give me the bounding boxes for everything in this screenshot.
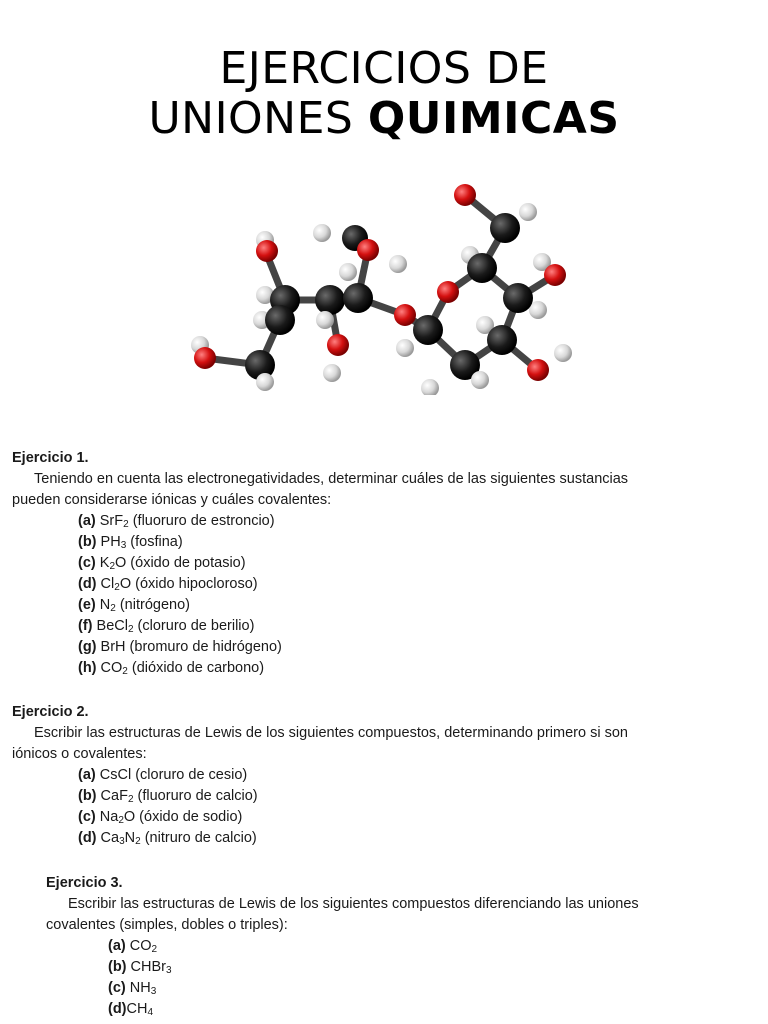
list-item: (h) $CO_2$ (dióxido de carbono) — [78, 660, 265, 677]
list-item: (c) $K_2O$ (óxido de potasio) — [78, 555, 246, 572]
list-item: (d) $Ca_3N_2$ (nitruro de calcio) — [78, 830, 257, 847]
exercise-1-intro-line1: Teniendo en cuenta las electronegatividades, determinar cuáles de las siguientes sustancias — [34, 471, 629, 487]
list-item: (c) $Na_2O$ (óxido de sodio) — [78, 809, 243, 826]
title-bold: QUIMICAS — [367, 93, 620, 144]
exercise-2-intro-line1: Escribir las estructuras de Lewis de los siguientes compuestos, determinando primero si son — [34, 725, 628, 741]
exercise-1 — [12, 448, 752, 679]
sucrose-molecule-model-icon — [180, 170, 580, 395]
exercise-2 — [12, 702, 752, 849]
exercise-1-heading: Ejercicio 1. — [12, 450, 89, 466]
page-title — [0, 44, 768, 144]
list-item: (b) $PH_3$ (fosfina) — [78, 534, 183, 551]
list-item: (e) $N_2$ (nitrógeno) — [78, 597, 190, 614]
list-item: (a) SrF$_2$ (fluoruro de estroncio) — [78, 513, 275, 530]
exercise-2-intro-line2: iónicos o covalentes: — [12, 746, 147, 762]
list-item: (c) $NH_3$ — [108, 980, 157, 997]
list-item: (g) BrH (bromuro de hidrógeno) — [78, 639, 282, 655]
exercise-3 — [46, 873, 746, 1020]
title-normal: UNIONES — [148, 93, 354, 144]
exercise-2-heading: Ejercicio 2. — [12, 704, 89, 720]
list-item: (a) CsCl (cloruro de cesio) — [78, 767, 248, 783]
title-line-1: EJERCICIOS DE — [219, 43, 549, 94]
list-item: (b) CaF$_2$ (fluoruro de calcio) — [78, 788, 258, 805]
exercise-3-intro-line1: Escribir las estructuras de Lewis de los siguientes compuestos diferenciando las uniones — [68, 896, 639, 912]
exercise-1-list — [78, 511, 752, 679]
list-item: $(d)CH_4$ — [108, 1001, 154, 1018]
exercise-3-intro-line2: covalentes (simples, dobles o triples): — [46, 917, 288, 933]
list-item: (a) $CO_2$ — [108, 938, 158, 955]
exercise-1-intro-line2: pueden considerarse iónicas y cuáles covalentes: — [12, 492, 332, 508]
list-item: (f) BeCl$_2$ (cloruro de berilio) — [78, 618, 255, 635]
exercise-3-list — [108, 936, 746, 1020]
list-item: (d) $Cl_2O$ (óxido hipocloroso) — [78, 576, 258, 593]
exercise-3-heading: Ejercicio 3. — [46, 875, 123, 891]
exercise-2-list — [78, 765, 752, 849]
list-item: (b) CHBr$_3$ — [108, 959, 172, 976]
title-line-2 — [0, 94, 768, 144]
